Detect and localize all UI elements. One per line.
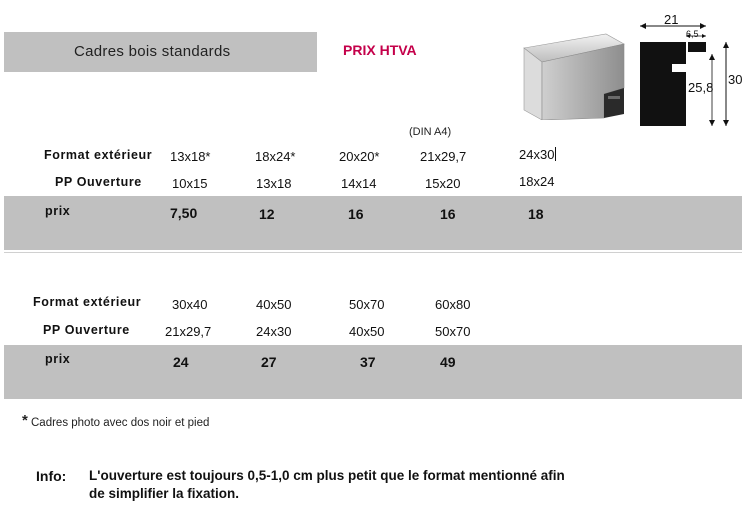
format-cell: 18x24* bbox=[255, 149, 296, 164]
price-note: PRIX HTVA bbox=[343, 42, 417, 58]
footnote-text: Cadres photo avec dos noir et pied bbox=[31, 417, 210, 429]
info-label: Info: bbox=[36, 468, 67, 484]
format-label: Format extérieur bbox=[33, 295, 142, 309]
frame-corner-image bbox=[520, 30, 630, 120]
text-cursor bbox=[555, 147, 556, 161]
divider bbox=[4, 252, 742, 253]
format-cell: 30x40 bbox=[172, 297, 208, 312]
pp-cell: 18x24 bbox=[519, 174, 555, 189]
price-cell: 18 bbox=[528, 206, 544, 222]
format-cell: 21x29,7 bbox=[420, 149, 467, 164]
pp-label: PP Ouverture bbox=[43, 323, 130, 337]
price-cell: 12 bbox=[259, 206, 275, 222]
pp-cell: 24x30 bbox=[256, 324, 292, 339]
format-cell: 60x80 bbox=[435, 297, 471, 312]
pp-cell: 14x14 bbox=[341, 176, 377, 191]
price-cell: 16 bbox=[348, 206, 364, 222]
price-cell: 37 bbox=[360, 354, 376, 370]
format-cell: 20x20* bbox=[339, 149, 380, 164]
format-label: Format extérieur bbox=[44, 148, 153, 162]
dim-height-total: 30 bbox=[728, 72, 743, 87]
pp-label: PP Ouverture bbox=[55, 175, 142, 189]
pp-cell: 13x18 bbox=[256, 176, 292, 191]
pp-cell: 21x29,7 bbox=[165, 324, 212, 339]
format-cell-last: 24x30 bbox=[519, 147, 555, 162]
page-title: Cadres bois standards bbox=[74, 43, 231, 60]
dim-width-top: 21 bbox=[664, 12, 679, 27]
din-note: (DIN A4) bbox=[409, 126, 452, 138]
pp-cell: 50x70 bbox=[435, 324, 471, 339]
format-cell: 13x18* bbox=[170, 149, 211, 164]
format-cell: 50x70 bbox=[349, 297, 385, 312]
price-cell: 16 bbox=[440, 206, 456, 222]
price-label: prix bbox=[45, 352, 71, 366]
pp-cell: 15x20 bbox=[425, 176, 461, 191]
price-label: prix bbox=[45, 204, 71, 218]
price-cell: 7,50 bbox=[170, 205, 198, 221]
price-cell: 24 bbox=[173, 354, 189, 370]
price-cell: 49 bbox=[440, 354, 456, 370]
pp-cell: 40x50 bbox=[349, 324, 385, 339]
pp-cell: 10x15 bbox=[172, 176, 208, 191]
dim-height-inner: 25,8 bbox=[688, 80, 714, 95]
info-line-1: L'ouverture est toujours 0,5-1,0 cm plus petit que le format mentionné afin bbox=[89, 468, 565, 483]
format-cell: 40x50 bbox=[256, 297, 292, 312]
footnote-star: * bbox=[22, 412, 28, 429]
dim-lip: 6,5 bbox=[686, 29, 699, 39]
price-band-1 bbox=[4, 196, 742, 250]
info-line-2: de simplifier la fixation. bbox=[89, 486, 240, 501]
price-cell: 27 bbox=[261, 354, 277, 370]
profile-diagram bbox=[628, 10, 746, 130]
